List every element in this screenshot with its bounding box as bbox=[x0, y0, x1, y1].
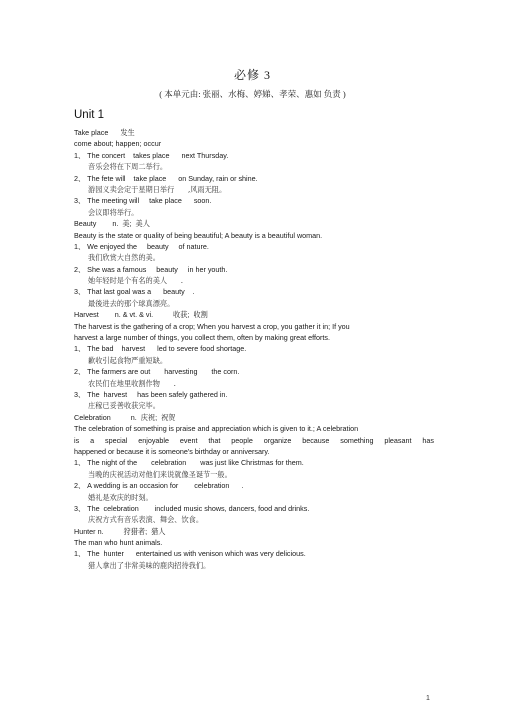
text-line: 2、 She was a famous beauty in her youth. bbox=[74, 264, 228, 274]
translation-line: 会议即将举行。 bbox=[88, 207, 139, 217]
text-line: 1、 The concert takes place next Thursday. bbox=[74, 150, 229, 160]
text-line: 3、 The celebration included music shows, dancers, food and drinks. bbox=[74, 503, 310, 513]
translation-line: 我们欣赏大自然的美。 bbox=[88, 253, 160, 263]
translation-line: 她年轻时是个有名的美人 . bbox=[88, 276, 184, 286]
text-line: The celebration of something is praise and appreciation which is given to it.; A celebration bbox=[74, 424, 359, 434]
page-subtitle: ( 本单元由: 张丽、水梅、婷娣、孝荣、惠如 负责 ) bbox=[159, 89, 346, 99]
text-line: 2、 The fete will take place on Sunday, rain or shine. bbox=[74, 173, 258, 183]
translation-line: 猎人拿出了非常美味的鹿肉招待我们。 bbox=[88, 560, 211, 570]
text-line: come about; happen; occur bbox=[74, 139, 162, 149]
text-line: happened or because it is someone's birthday or anniversary. bbox=[74, 446, 270, 456]
text-line: Hunter n. 狩猎者; 猎人 bbox=[74, 526, 166, 536]
text-line: Beauty n. 美; 美人 bbox=[74, 219, 150, 229]
text-line: Beauty is the state or quality of being beautiful; A beauty is a beautiful woman. bbox=[74, 230, 323, 240]
text-line: Celebration n. 庆祝; 祝贺 bbox=[74, 412, 176, 422]
text-line: Harvest n. & vt. & vi. 收获; 收割 bbox=[74, 310, 208, 320]
text-line: The harvest is the gathering of a crop; When you harvest a crop, you gather it in; If you bbox=[74, 321, 350, 331]
text-line: 3、 The harvest has been safely gathered in. bbox=[74, 389, 228, 399]
page-number: 1 bbox=[426, 695, 430, 702]
translation-line: 庄稼已妥善收获完毕。 bbox=[88, 401, 160, 411]
text-line: Take place 发生 bbox=[74, 128, 135, 137]
text-line: 1、 The bad harvest led to severe food shortage. bbox=[74, 344, 247, 354]
translation-line: 当晚的庆祝活动对他们来说就像圣诞节一般。 bbox=[88, 469, 232, 479]
document-body bbox=[74, 127, 434, 571]
page-title: 必修 3 bbox=[233, 68, 271, 82]
translation-line: 最後进去的那个球真漂亮。 bbox=[88, 298, 175, 308]
text-line: 2、 A wedding is an occasion for celebration . bbox=[74, 481, 244, 491]
translation-line: 歉收引起食物严重短缺。 bbox=[88, 355, 168, 365]
text-line: 1、 The night of the celebration was just like Christmas for them. bbox=[74, 458, 304, 468]
text-line: 2、 The farmers are out harvesting the corn. bbox=[74, 367, 240, 377]
text-line: The man who hunt animals. bbox=[74, 538, 163, 548]
translation-line: 庆祝方式有音乐表演、舞会、饮食。 bbox=[88, 515, 204, 525]
text-line: is a special enjoyable event that people organize because something pleasant has bbox=[74, 435, 434, 445]
text-line: 3、 The meeting will take place soon. bbox=[74, 196, 212, 206]
translation-line: 音乐会将在下周二举行。 bbox=[88, 162, 168, 172]
text-line: 1、 The hunter entertained us with venison which was very delicious. bbox=[74, 549, 306, 559]
text-line: 1、 We enjoyed the beauty of nature. bbox=[74, 241, 209, 251]
translation-line: 婚礼是欢庆的时刻。 bbox=[88, 492, 153, 502]
translation-line: 农民们在地里收割作物 . bbox=[88, 378, 176, 388]
text-line: 3、 That last goal was a beauty . bbox=[74, 287, 195, 297]
text-line: harvest a large number of things, you collect them, often by making great efforts. bbox=[74, 333, 330, 343]
translation-line: 游园义卖会定于星期日举行 ,风雨无阻。 bbox=[88, 184, 227, 194]
unit-heading: Unit 1 bbox=[74, 109, 105, 121]
